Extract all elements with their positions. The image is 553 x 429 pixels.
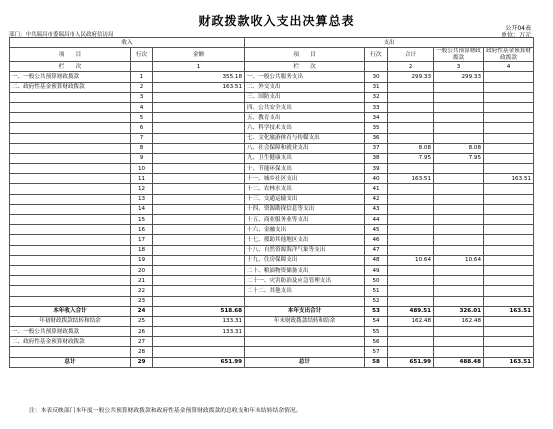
total-amount <box>388 235 434 245</box>
total-amount <box>388 204 434 214</box>
expense-item: 二、外交支出 <box>245 82 365 92</box>
general-budget-amount: 326.01 <box>434 306 484 316</box>
fund-budget-amount <box>484 82 534 92</box>
income-line: 7 <box>131 133 153 143</box>
expense-line: 55 <box>365 327 388 337</box>
income-line: 22 <box>131 286 153 296</box>
income-item <box>10 286 131 296</box>
total-amount <box>388 286 434 296</box>
table-row <box>10 133 534 143</box>
income-item <box>10 174 131 184</box>
expense-line: 32 <box>365 92 388 102</box>
expense-line: 35 <box>365 123 388 133</box>
general-budget-amount <box>434 337 484 347</box>
income-item: 二、政府性基金预算财政拨款 <box>10 337 131 347</box>
table-row <box>10 215 534 225</box>
table-row <box>10 204 534 214</box>
expense-item: 三、国防支出 <box>245 92 365 102</box>
expense-item: 二十一、灾害防治及应急管理支出 <box>245 276 365 286</box>
income-item <box>10 153 131 163</box>
income-item <box>10 296 131 306</box>
income-item <box>10 225 131 235</box>
expense-line-header: 行次 <box>365 48 388 62</box>
expense-line: 34 <box>365 113 388 123</box>
expense-line: 54 <box>365 316 388 326</box>
income-item: 一、一般公共预算财政拨款 <box>10 327 131 337</box>
expense-line: 53 <box>365 306 388 316</box>
fund-budget-amount <box>484 184 534 194</box>
income-amount-header: 金额 <box>153 48 245 62</box>
expense-item <box>245 337 365 347</box>
income-line: 13 <box>131 194 153 204</box>
total-amount <box>388 164 434 174</box>
income-amount: 163.51 <box>153 82 245 92</box>
expense-item: 十一、城乡社区支出 <box>245 174 365 184</box>
table-row <box>10 153 534 163</box>
expense-item: 年末财政拨款结转和结余 <box>245 316 365 326</box>
general-budget-amount <box>434 296 484 306</box>
expense-line: 37 <box>365 143 388 153</box>
column-index-3: 3 <box>434 62 484 72</box>
table-row <box>10 184 534 194</box>
fund-budget-amount <box>484 265 534 275</box>
table-row <box>10 143 534 153</box>
income-amount: 133.31 <box>153 327 245 337</box>
expense-item: 总计 <box>245 357 365 367</box>
income-line: 5 <box>131 113 153 123</box>
fund-budget-amount <box>484 133 534 143</box>
expense-line: 57 <box>365 347 388 357</box>
column-index-1: 1 <box>153 62 245 72</box>
expense-line: 48 <box>365 255 388 265</box>
income-amount <box>153 204 245 214</box>
income-amount <box>153 296 245 306</box>
income-item <box>10 113 131 123</box>
fund-budget-amount <box>484 143 534 153</box>
table-row <box>10 235 534 245</box>
income-amount <box>153 215 245 225</box>
table-row <box>10 245 534 255</box>
fund-budget-amount: 163.51 <box>484 306 534 316</box>
total-amount <box>388 92 434 102</box>
income-amount <box>153 245 245 255</box>
expense-line: 31 <box>365 82 388 92</box>
total-amount <box>388 123 434 133</box>
general-budget-amount: 299.33 <box>434 72 484 82</box>
income-amount <box>153 347 245 357</box>
expense-item: 七、文化旅游体育与传媒支出 <box>245 133 365 143</box>
total-amount: 10.64 <box>388 255 434 265</box>
income-amount: 355.18 <box>153 72 245 82</box>
fund-budget-amount <box>484 215 534 225</box>
income-item <box>10 143 131 153</box>
expense-line: 42 <box>365 194 388 204</box>
total-amount <box>388 133 434 143</box>
income-item <box>10 235 131 245</box>
expense-item: 九、卫生健康支出 <box>245 153 365 163</box>
fund-budget-amount: 163.51 <box>484 357 534 367</box>
income-line: 28 <box>131 347 153 357</box>
table-row <box>10 337 534 347</box>
income-amount <box>153 265 245 275</box>
table-row <box>10 296 534 306</box>
table-row <box>10 102 534 112</box>
general-budget-amount <box>434 184 484 194</box>
income-item-header: 项 目 <box>10 48 131 62</box>
table-row <box>10 306 534 316</box>
fund-budget-amount <box>484 235 534 245</box>
income-line: 12 <box>131 184 153 194</box>
income-amount <box>153 113 245 123</box>
expense-header: 支出 <box>245 38 534 48</box>
income-header: 收入 <box>10 38 245 48</box>
fund-budget-amount <box>484 194 534 204</box>
expense-line: 49 <box>365 265 388 275</box>
expense-line: 52 <box>365 296 388 306</box>
total-amount <box>388 82 434 92</box>
general-budget-amount <box>434 286 484 296</box>
income-line: 23 <box>131 296 153 306</box>
income-line: 24 <box>131 306 153 316</box>
total-amount <box>388 225 434 235</box>
general-budget-amount: 162.48 <box>434 316 484 326</box>
department-label: 部门：中共瑞昌市委瑞昌市人民政府信访局 <box>9 32 114 38</box>
table-row <box>10 276 534 286</box>
general-budget-amount <box>434 327 484 337</box>
income-item: 一、一般公共预算财政拨款 <box>10 72 131 82</box>
income-item: 总计 <box>10 357 131 367</box>
expense-line: 36 <box>365 133 388 143</box>
total-amount <box>388 215 434 225</box>
income-amount: 133.31 <box>153 316 245 326</box>
income-item <box>10 194 131 204</box>
expense-line: 50 <box>365 276 388 286</box>
expense-item: 二十二、其他支出 <box>245 286 365 296</box>
fund-budget-amount: 163.51 <box>484 174 534 184</box>
income-line: 17 <box>131 235 153 245</box>
total-amount <box>388 102 434 112</box>
income-amount <box>153 102 245 112</box>
general-budget-amount <box>434 204 484 214</box>
table-row <box>10 113 534 123</box>
total-amount <box>388 296 434 306</box>
income-amount <box>153 184 245 194</box>
report-title: 财政拨款收入支出决算总表 <box>198 14 355 28</box>
fund-budget-amount <box>484 276 534 286</box>
total-amount: 7.95 <box>388 153 434 163</box>
expense-line: 56 <box>365 337 388 347</box>
fund-budget-header: 政府性基金预算财政拨款 <box>484 48 534 62</box>
income-line: 18 <box>131 245 153 255</box>
fund-budget-amount <box>484 92 534 102</box>
table-row <box>10 174 534 184</box>
income-line: 10 <box>131 164 153 174</box>
income-line: 6 <box>131 123 153 133</box>
expense-item: 五、教育支出 <box>245 113 365 123</box>
income-amount <box>153 255 245 265</box>
expense-line: 58 <box>365 357 388 367</box>
fund-budget-amount <box>484 296 534 306</box>
income-item: 本年收入合计 <box>10 306 131 316</box>
income-line: 2 <box>131 82 153 92</box>
column-index-label: 栏 次 <box>245 62 365 72</box>
expense-item: 十七、援助其他地区支出 <box>245 235 365 245</box>
income-line: 15 <box>131 215 153 225</box>
expense-line: 47 <box>365 245 388 255</box>
fund-budget-amount <box>484 316 534 326</box>
general-budget-amount <box>434 164 484 174</box>
income-item <box>10 123 131 133</box>
income-line: 19 <box>131 255 153 265</box>
general-budget-amount <box>434 133 484 143</box>
income-amount: 651.99 <box>153 357 245 367</box>
fund-budget-amount <box>484 164 534 174</box>
fund-budget-amount <box>484 286 534 296</box>
total-header: 合计 <box>388 48 434 62</box>
fund-budget-amount <box>484 327 534 337</box>
expense-item-header: 项 目 <box>245 48 365 62</box>
fund-budget-amount <box>484 225 534 235</box>
expense-line: 38 <box>365 153 388 163</box>
income-amount: 518.68 <box>153 306 245 316</box>
total-amount: 163.51 <box>388 174 434 184</box>
total-amount: 489.51 <box>388 306 434 316</box>
income-amount <box>153 143 245 153</box>
fund-budget-amount <box>484 102 534 112</box>
income-item <box>10 164 131 174</box>
fund-budget-amount <box>484 204 534 214</box>
income-amount <box>153 194 245 204</box>
general-budget-amount <box>434 194 484 204</box>
expense-item: 四、公共安全支出 <box>245 102 365 112</box>
expense-item <box>245 296 365 306</box>
expense-line: 41 <box>365 184 388 194</box>
total-amount: 8.08 <box>388 143 434 153</box>
expense-item: 十二、农林水支出 <box>245 184 365 194</box>
table-row <box>10 194 534 204</box>
income-amount <box>153 286 245 296</box>
total-amount <box>388 184 434 194</box>
income-amount <box>153 133 245 143</box>
income-line: 3 <box>131 92 153 102</box>
expense-item <box>245 347 365 357</box>
table-row <box>10 225 534 235</box>
expense-item: 十三、交通运输支出 <box>245 194 365 204</box>
total-amount: 299.33 <box>388 72 434 82</box>
income-line: 20 <box>131 265 153 275</box>
table-row <box>10 347 534 357</box>
general-budget-amount <box>434 113 484 123</box>
general-budget-amount: 8.08 <box>434 143 484 153</box>
fund-budget-amount <box>484 347 534 357</box>
column-index-label: 栏 次 <box>10 62 131 72</box>
fund-budget-amount <box>484 337 534 347</box>
expense-line: 45 <box>365 225 388 235</box>
expense-item: 十八、自然资源海洋气象等支出 <box>245 245 365 255</box>
table-row <box>10 316 534 326</box>
table-row <box>10 72 534 82</box>
income-amount <box>153 235 245 245</box>
column-index-2: 2 <box>388 62 434 72</box>
income-item <box>10 276 131 286</box>
expense-item: 十五、商业服务业等支出 <box>245 215 365 225</box>
expense-item: 八、社会保障和就业支出 <box>245 143 365 153</box>
table-row <box>10 123 534 133</box>
general-budget-amount: 10.64 <box>434 255 484 265</box>
general-budget-amount: 7.95 <box>434 153 484 163</box>
income-item: 年初财政拨款结转和结余 <box>10 316 131 326</box>
income-line: 9 <box>131 153 153 163</box>
income-amount <box>153 123 245 133</box>
general-budget-amount <box>434 215 484 225</box>
column-index-4: 4 <box>484 62 534 72</box>
form-number: 公开04表 <box>505 25 531 32</box>
total-amount <box>388 347 434 357</box>
expense-line: 40 <box>365 174 388 184</box>
general-budget-amount: 488.48 <box>434 357 484 367</box>
total-amount <box>388 337 434 347</box>
general-budget-amount <box>434 225 484 235</box>
table-row <box>10 164 534 174</box>
general-budget-amount <box>434 347 484 357</box>
fund-budget-amount <box>484 113 534 123</box>
income-item <box>10 215 131 225</box>
expense-line: 44 <box>365 215 388 225</box>
income-item <box>10 102 131 112</box>
income-amount <box>153 225 245 235</box>
general-budget-amount <box>434 82 484 92</box>
footnote: 注：本表反映部门本年度一般公共预算财政拨款和政府性基金预算财政拨款的总收支和年末结转结余情况。 <box>29 408 302 414</box>
general-budget-amount <box>434 245 484 255</box>
total-amount <box>388 327 434 337</box>
income-item <box>10 265 131 275</box>
income-line: 16 <box>131 225 153 235</box>
fund-budget-amount <box>484 153 534 163</box>
general-budget-amount <box>434 102 484 112</box>
income-item <box>10 184 131 194</box>
fund-budget-amount <box>484 123 534 133</box>
income-amount <box>153 164 245 174</box>
income-amount <box>153 92 245 102</box>
general-budget-header: 一般公共预算财政拨款 <box>434 48 484 62</box>
income-line: 4 <box>131 102 153 112</box>
table-row <box>10 92 534 102</box>
fund-budget-amount <box>484 255 534 265</box>
income-line: 8 <box>131 143 153 153</box>
general-budget-amount <box>434 174 484 184</box>
table-row <box>10 82 534 92</box>
expense-line: 33 <box>365 102 388 112</box>
income-line: 14 <box>131 204 153 214</box>
fund-budget-amount <box>484 72 534 82</box>
table-row <box>10 327 534 337</box>
total-amount: 651.99 <box>388 357 434 367</box>
income-amount <box>153 153 245 163</box>
income-line: 11 <box>131 174 153 184</box>
expense-item: 十九、住房保障支出 <box>245 255 365 265</box>
total-amount: 162.48 <box>388 316 434 326</box>
expense-item: 一、一般公共服务支出 <box>245 72 365 82</box>
total-amount <box>388 245 434 255</box>
general-budget-amount <box>434 265 484 275</box>
income-line: 1 <box>131 72 153 82</box>
income-amount <box>153 174 245 184</box>
income-item: 二、政府性基金预算财政拨款 <box>10 82 131 92</box>
general-budget-amount <box>434 92 484 102</box>
total-amount <box>388 194 434 204</box>
total-amount <box>388 265 434 275</box>
income-item <box>10 255 131 265</box>
expense-line: 30 <box>365 72 388 82</box>
general-budget-amount <box>434 235 484 245</box>
income-line: 26 <box>131 327 153 337</box>
income-item <box>10 92 131 102</box>
income-amount <box>153 337 245 347</box>
total-amount <box>388 113 434 123</box>
table-row <box>10 255 534 265</box>
income-line-header: 行次 <box>131 48 153 62</box>
expense-item: 十、节能环保支出 <box>245 164 365 174</box>
expense-item: 二十、粮油物资储备支出 <box>245 265 365 275</box>
expense-line: 39 <box>365 164 388 174</box>
income-amount <box>153 276 245 286</box>
total-amount <box>388 276 434 286</box>
expense-line: 46 <box>365 235 388 245</box>
fund-budget-amount <box>484 245 534 255</box>
expense-item: 六、科学技术支出 <box>245 123 365 133</box>
expense-item: 十四、资源勘探信息等支出 <box>245 204 365 214</box>
income-line: 29 <box>131 357 153 367</box>
general-budget-amount <box>434 123 484 133</box>
expense-line: 43 <box>365 204 388 214</box>
expense-item: 十六、金融支出 <box>245 225 365 235</box>
income-item <box>10 347 131 357</box>
unit-label: 单位：万元 <box>500 32 531 39</box>
expense-item: 本年支出合计 <box>245 306 365 316</box>
table-row <box>10 286 534 296</box>
expense-item <box>245 327 365 337</box>
income-line: 27 <box>131 337 153 347</box>
general-budget-amount <box>434 276 484 286</box>
income-item <box>10 204 131 214</box>
table-row <box>10 265 534 275</box>
summary-table <box>9 37 534 368</box>
income-line: 25 <box>131 316 153 326</box>
income-item <box>10 245 131 255</box>
table-row <box>10 357 534 367</box>
income-line: 21 <box>131 276 153 286</box>
income-item <box>10 133 131 143</box>
expense-line: 51 <box>365 286 388 296</box>
